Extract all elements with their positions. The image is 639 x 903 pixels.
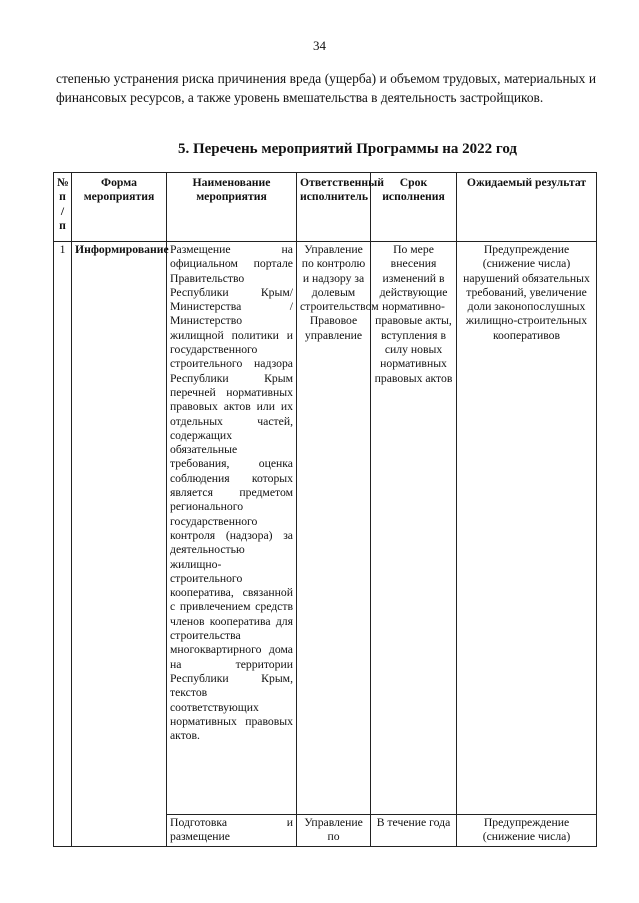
header-responsible: Ответственный исполнитель	[297, 173, 371, 242]
responsible-cell: Управление по	[297, 815, 371, 847]
page-number: 34	[313, 38, 326, 53]
header-name: Наименование мероприятия	[167, 173, 297, 242]
header-result: Ожидаемый результат	[457, 173, 597, 242]
event-name-cell: Размещение на официальном портале Правительство Республики Крым/Министерства / Министерство жилищной политики и государственного строительного надзора Республики Крым перечней нормативных правовых актов или их отдельных частей, содержащих обязательные требования, оценка соблюдения которых является предметом регионального государственного контроля (надзора) за деятельностью жилищно-строительного кооператива, связанной с привлечением средств членов кооператива для строительства многоквартирного дома на территории Республики Крым, текстов соответствующих нормативных правовых актов.	[167, 242, 297, 815]
responsible-cell: Управление по контролю и надзору за долевым строительством Правовое управление	[297, 242, 371, 815]
row-number-cell: 1	[54, 242, 72, 847]
program-events-table	[53, 172, 597, 847]
section-heading: 5. Перечень мероприятий Программы на 2022 год	[177, 141, 518, 157]
header-form: Форма мероприятия	[72, 173, 167, 242]
event-name-cell: Подготовка и размещение	[167, 815, 297, 847]
result-cell: Предупреждение (снижение числа) нарушений обязательных требований, увеличение доли законопослушных жилищно-строительных кооперативов	[457, 242, 597, 815]
table-row	[54, 242, 597, 815]
header-term: Срок исполнения	[371, 173, 457, 242]
term-cell: По мере внесения изменений в действующие нормативно-правовые акты, вступления в силу новых нормативных правовых актов	[371, 242, 457, 815]
table-header-row	[54, 173, 597, 242]
header-num: № п / п	[54, 173, 72, 242]
result-cell: Предупреждение (снижение числа)	[457, 815, 597, 847]
event-form-cell: Информирование	[72, 242, 167, 847]
term-cell: В течение года	[371, 815, 457, 847]
intro-paragraph: степенью устранения риска причинения вреда (ущерба) и объемом трудовых, материальных и финансовых ресурсов, а также уровень вмешательства в деятельность застройщиков.	[56, 71, 596, 105]
